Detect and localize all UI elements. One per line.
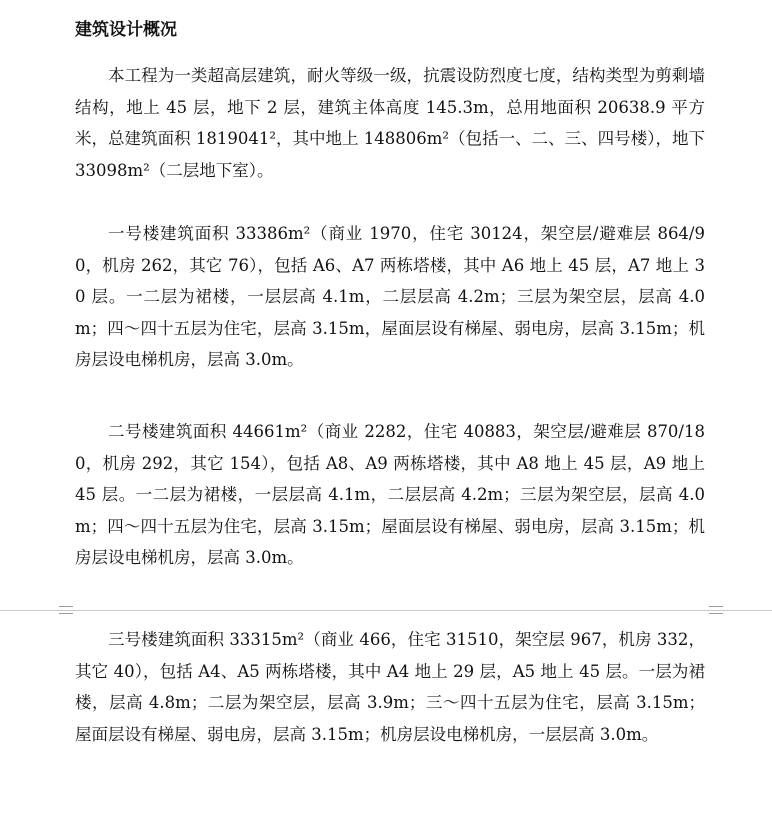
paragraph-overview: 本工程为一类超高层建筑，耐火等级一级，抗震设防烈度七度，结构类型为剪剩墙结构，地上 45 层，地下 2 层，建筑主体高度 145.3m，总用地面积 20638.9 平方米，总建筑面积 1819041²，其中地上 148806m²（包括一、二、三、四号楼），地下 33098m²（二层地下室）。 [75,66,705,180]
document-heading: 建筑设计概况 [75,20,177,40]
page-corner-mark-left [59,606,73,614]
page-break-line [0,610,772,611]
page-corner-mark-right [709,606,723,614]
paragraph-building-2: 二号楼建筑面积 44661m²（商业 2282，住宅 40883，架空层/避难层 870/180，机房 292，其它 154），包括 A8、A9 两栋塔楼，其中 A8 地上 45 层，A9 地上 45 层。一二层为裙楼，一层层高 4.1m，二层层高 4.2m；三层为架空层，层高 4.0m；四～四十五层为住宅，层高 3.15m；屋面层设有梯屋、弱电房，层高 3.15m；机房层设电梯机房，层高 3.0m。 [75,422,705,567]
paragraph-building-1: 一号楼建筑面积 33386m²（商业 1970，住宅 30124，架空层/避难层 864/90，机房 262，其它 76），包括 A6、A7 两栋塔楼，其中 A6 地上 45 层，A7 地上 30 层。一二层为裙楼，一层层高 4.1m，二层层高 4.2m；三层为架空层，层高 4.0m；四～四十五层为住宅，层高 3.15m，屋面层设有梯屋、弱电房，层高 3.15m；机房层设电梯机房，层高 3.0m。 [75,224,705,369]
paragraph-building-3: 三号楼建筑面积 33315m²（商业 466，住宅 31510，架空层 967，机房 332，其它 40），包括 A4、A5 两栋塔楼，其中 A4 地上 29 层，A5 地上 45 层。一层为裙楼，层高 4.8m；二层为架空层，层高 3.9m；三～四十五层为住宅，层高 3.15m；屋面层设有梯屋、弱电房，层高 3.15m；机房层设电梯机房，一层层高 3.0m。 [75,630,705,744]
